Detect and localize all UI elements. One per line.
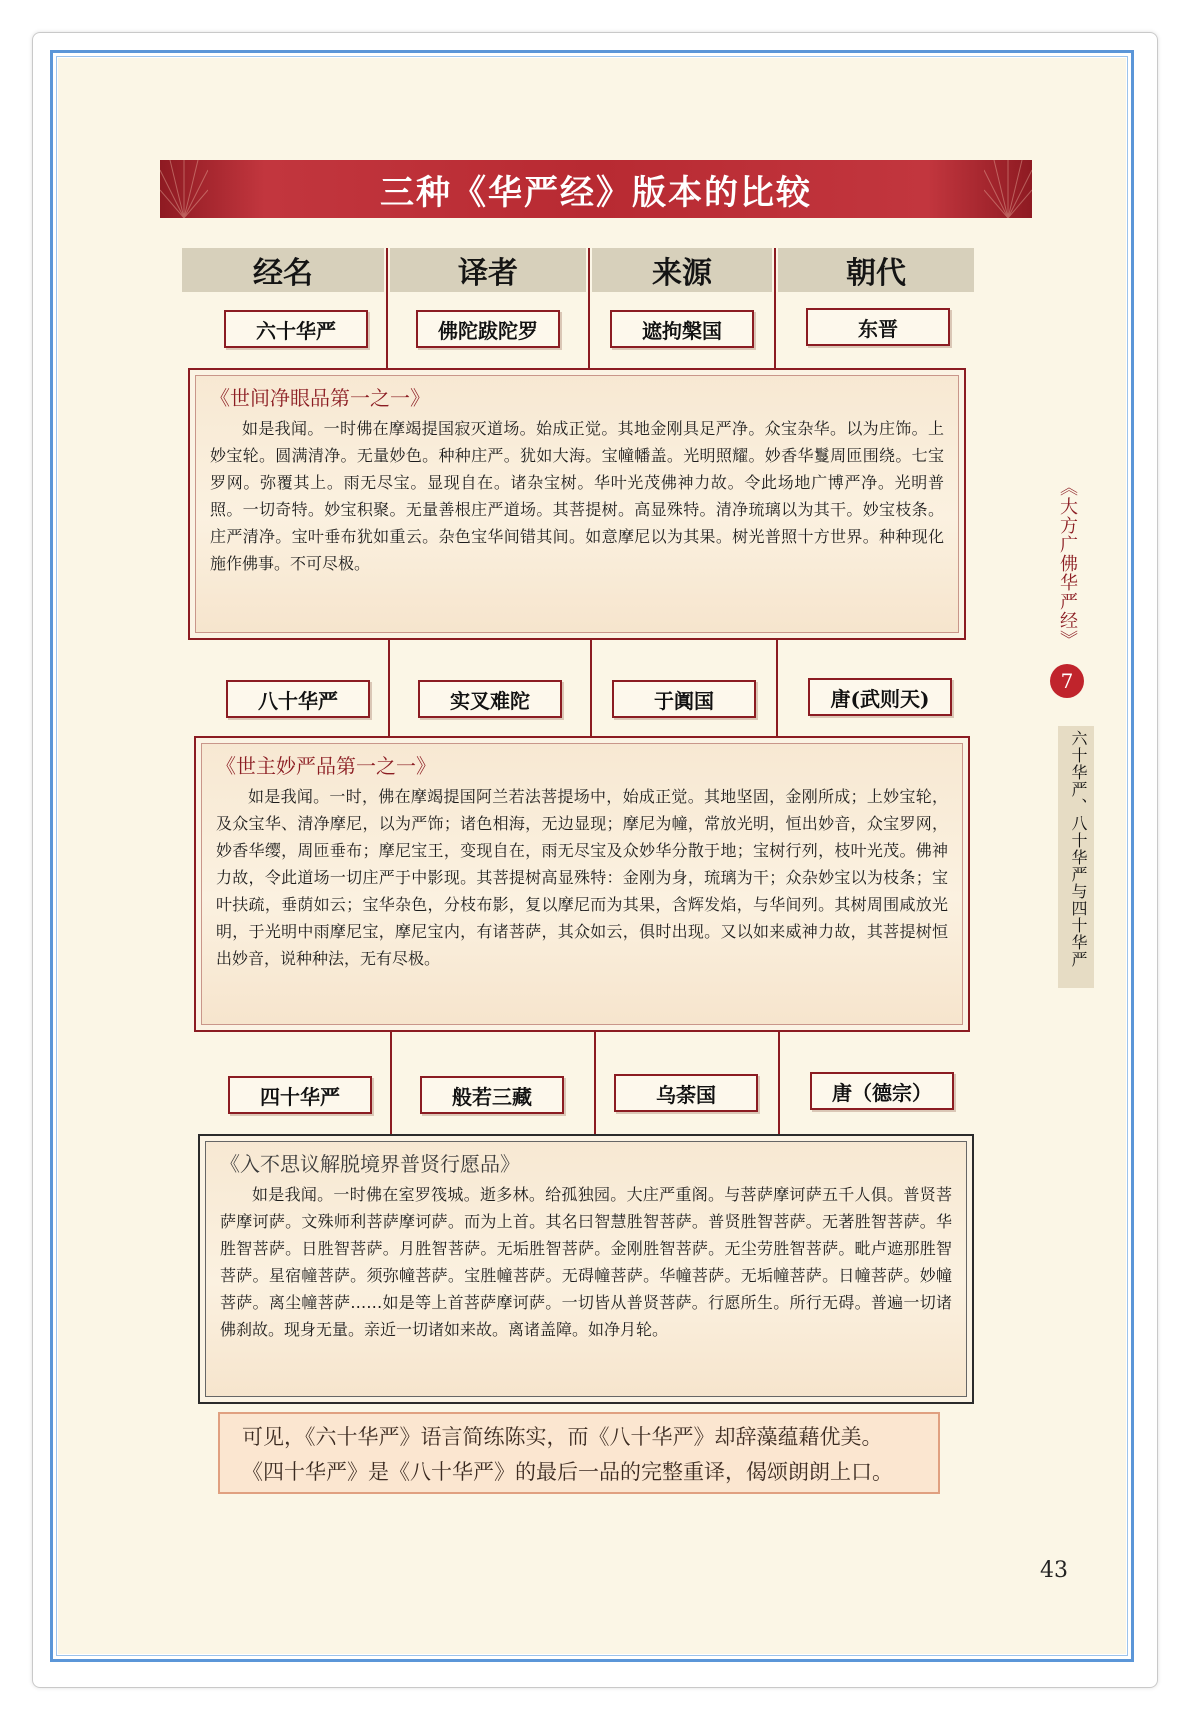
conclusion-line: 《四十华严》是《八十华严》的最后一品的完整重译，偈颂朗朗上口。 xyxy=(242,1460,893,1484)
sunburst-right-icon xyxy=(984,160,1032,218)
version-name: 四十华严 xyxy=(228,1076,372,1114)
column-divider xyxy=(774,248,776,370)
column-divider xyxy=(388,640,390,736)
version-origin: 遮拘槃国 xyxy=(610,310,754,348)
sutra-excerpt: 如是我闻。一时佛在室罗筏城。逝多林。给孤独园。大庄严重阁。与菩萨摩诃萨五千人俱。普贤菩萨摩诃萨。文殊师利菩萨摩诃萨。而为上首。其名曰智慧胜智菩萨。普贤胜智菩萨。无著胜智菩萨。华胜智菩萨。日胜智菩萨。月胜智菩萨。无垢胜智菩萨。金刚胜智菩萨。无尘劳胜智菩萨。毗卢遮那胜智菩萨。星宿幢菩萨。须弥幢菩萨。宝胜幢菩萨。无碍幢菩萨。华幢菩萨。无垢幢菩萨。日幢菩萨。妙幢菩萨。离尘幢菩萨……如是等上首菩萨摩诃萨。一切皆从普贤菩萨。行愿所生。所行无碍。普遍一切诸佛刹故。现身无量。亲近一切诸如来故。离诸盖障。如净月轮。 xyxy=(220,1185,952,1339)
header-name: 经名 xyxy=(182,248,384,292)
chapter-title: 《世间净眼品第一之一》 xyxy=(210,386,430,410)
text-box xyxy=(194,736,970,1032)
column-divider xyxy=(390,1032,392,1134)
version-dynasty: 东晋 xyxy=(806,308,950,346)
chapter-title: 《世主妙严品第一之一》 xyxy=(216,754,436,778)
version-name: 八十华严 xyxy=(226,680,370,718)
chapter-title: 《入不思议解脱境界普贤行愿品》 xyxy=(220,1152,520,1176)
version-dynasty: 唐（德宗） xyxy=(810,1072,954,1110)
page-number: 43 xyxy=(1040,1558,1068,1583)
sutra-excerpt: 如是我闻。一时佛在摩竭提国寂灭道场。始成正觉。其地金刚具足严净。众宝杂华。以为庄饰。上妙宝轮。圆满清净。无量妙色。种种庄严。犹如大海。宝幢幡盖。光明照耀。妙香华鬘周匝围绕。七宝罗网。弥覆其上。雨无尽宝。显现自在。诸杂宝树。华叶光茂佛神力故。令此场地广博严净。光明普照。一切奇特。妙宝积聚。无量善根庄严道场。其菩提树。高显殊特。清净琉璃以为其干。妙宝枝条。庄严清净。宝叶垂布犹如重云。杂色宝华间错其间。如意摩尼以为其果。树光普照十方世界。种种现化施作佛事。不可尽极。 xyxy=(210,419,944,573)
version-dynasty: 唐(武则天) xyxy=(808,678,952,716)
column-divider xyxy=(778,1032,780,1134)
version-origin: 乌荼国 xyxy=(614,1074,758,1112)
column-divider xyxy=(776,640,778,736)
header-translator: 译者 xyxy=(390,248,586,292)
text-box xyxy=(198,1134,974,1404)
conclusion-line: 可见，《六十华严》语言简练陈实，而《八十华严》却辞藻蕴藉优美。 xyxy=(242,1425,883,1449)
text-box xyxy=(188,368,966,640)
conclusion-note xyxy=(218,1412,940,1494)
chapter-number-badge: 7 xyxy=(1050,664,1084,698)
page-title: 三种《华严经》版本的比较 xyxy=(380,172,812,213)
column-divider xyxy=(590,640,592,736)
sutra-excerpt: 如是我闻。一时，佛在摩竭提国阿兰若法菩提场中，始成正觉。其地坚固，金刚所成；上妙宝轮，及众宝华、清净摩尼，以为严饰；诸色相海，无边显现；摩尼为幢，常放光明，恒出妙音，众宝罗网，妙香华缨，周匝垂布；摩尼宝王，变现自在，雨无尽宝及众妙华分散于地；宝树行列，枝叶光茂。佛神力故，令此道场一切庄严于中影现。其菩提树高显殊特：金刚为身，琉璃为干；众杂妙宝以为枝条；宝叶扶疏，垂荫如云；宝华杂色，分枝布影，复以摩尼而为其果，含辉发焰，与华间列。其树周围咸放光明，于光明中雨摩尼宝，摩尼宝内，有诸菩萨，其众如云，俱时出现。又以如来威神力故，其菩提树恒出妙音，说种种法，无有尽极。 xyxy=(216,787,948,968)
header-origin: 来源 xyxy=(592,248,772,292)
sunburst-left-icon xyxy=(160,160,208,218)
title-banner xyxy=(160,160,1032,218)
chapter-title-vertical: 六十华严、八十华严与四十华严 xyxy=(1069,730,1088,968)
version-translator: 般若三藏 xyxy=(420,1076,564,1114)
version-translator: 实叉难陀 xyxy=(418,680,562,718)
version-origin: 于阗国 xyxy=(612,680,756,718)
book-title-vertical: 《大方广佛华严经》 xyxy=(1057,478,1078,649)
version-name: 六十华严 xyxy=(224,310,368,348)
column-divider xyxy=(386,248,388,370)
column-divider xyxy=(594,1032,596,1134)
column-divider xyxy=(588,248,590,370)
header-dynasty: 朝代 xyxy=(778,248,974,292)
version-translator: 佛陀跋陀罗 xyxy=(416,310,560,348)
